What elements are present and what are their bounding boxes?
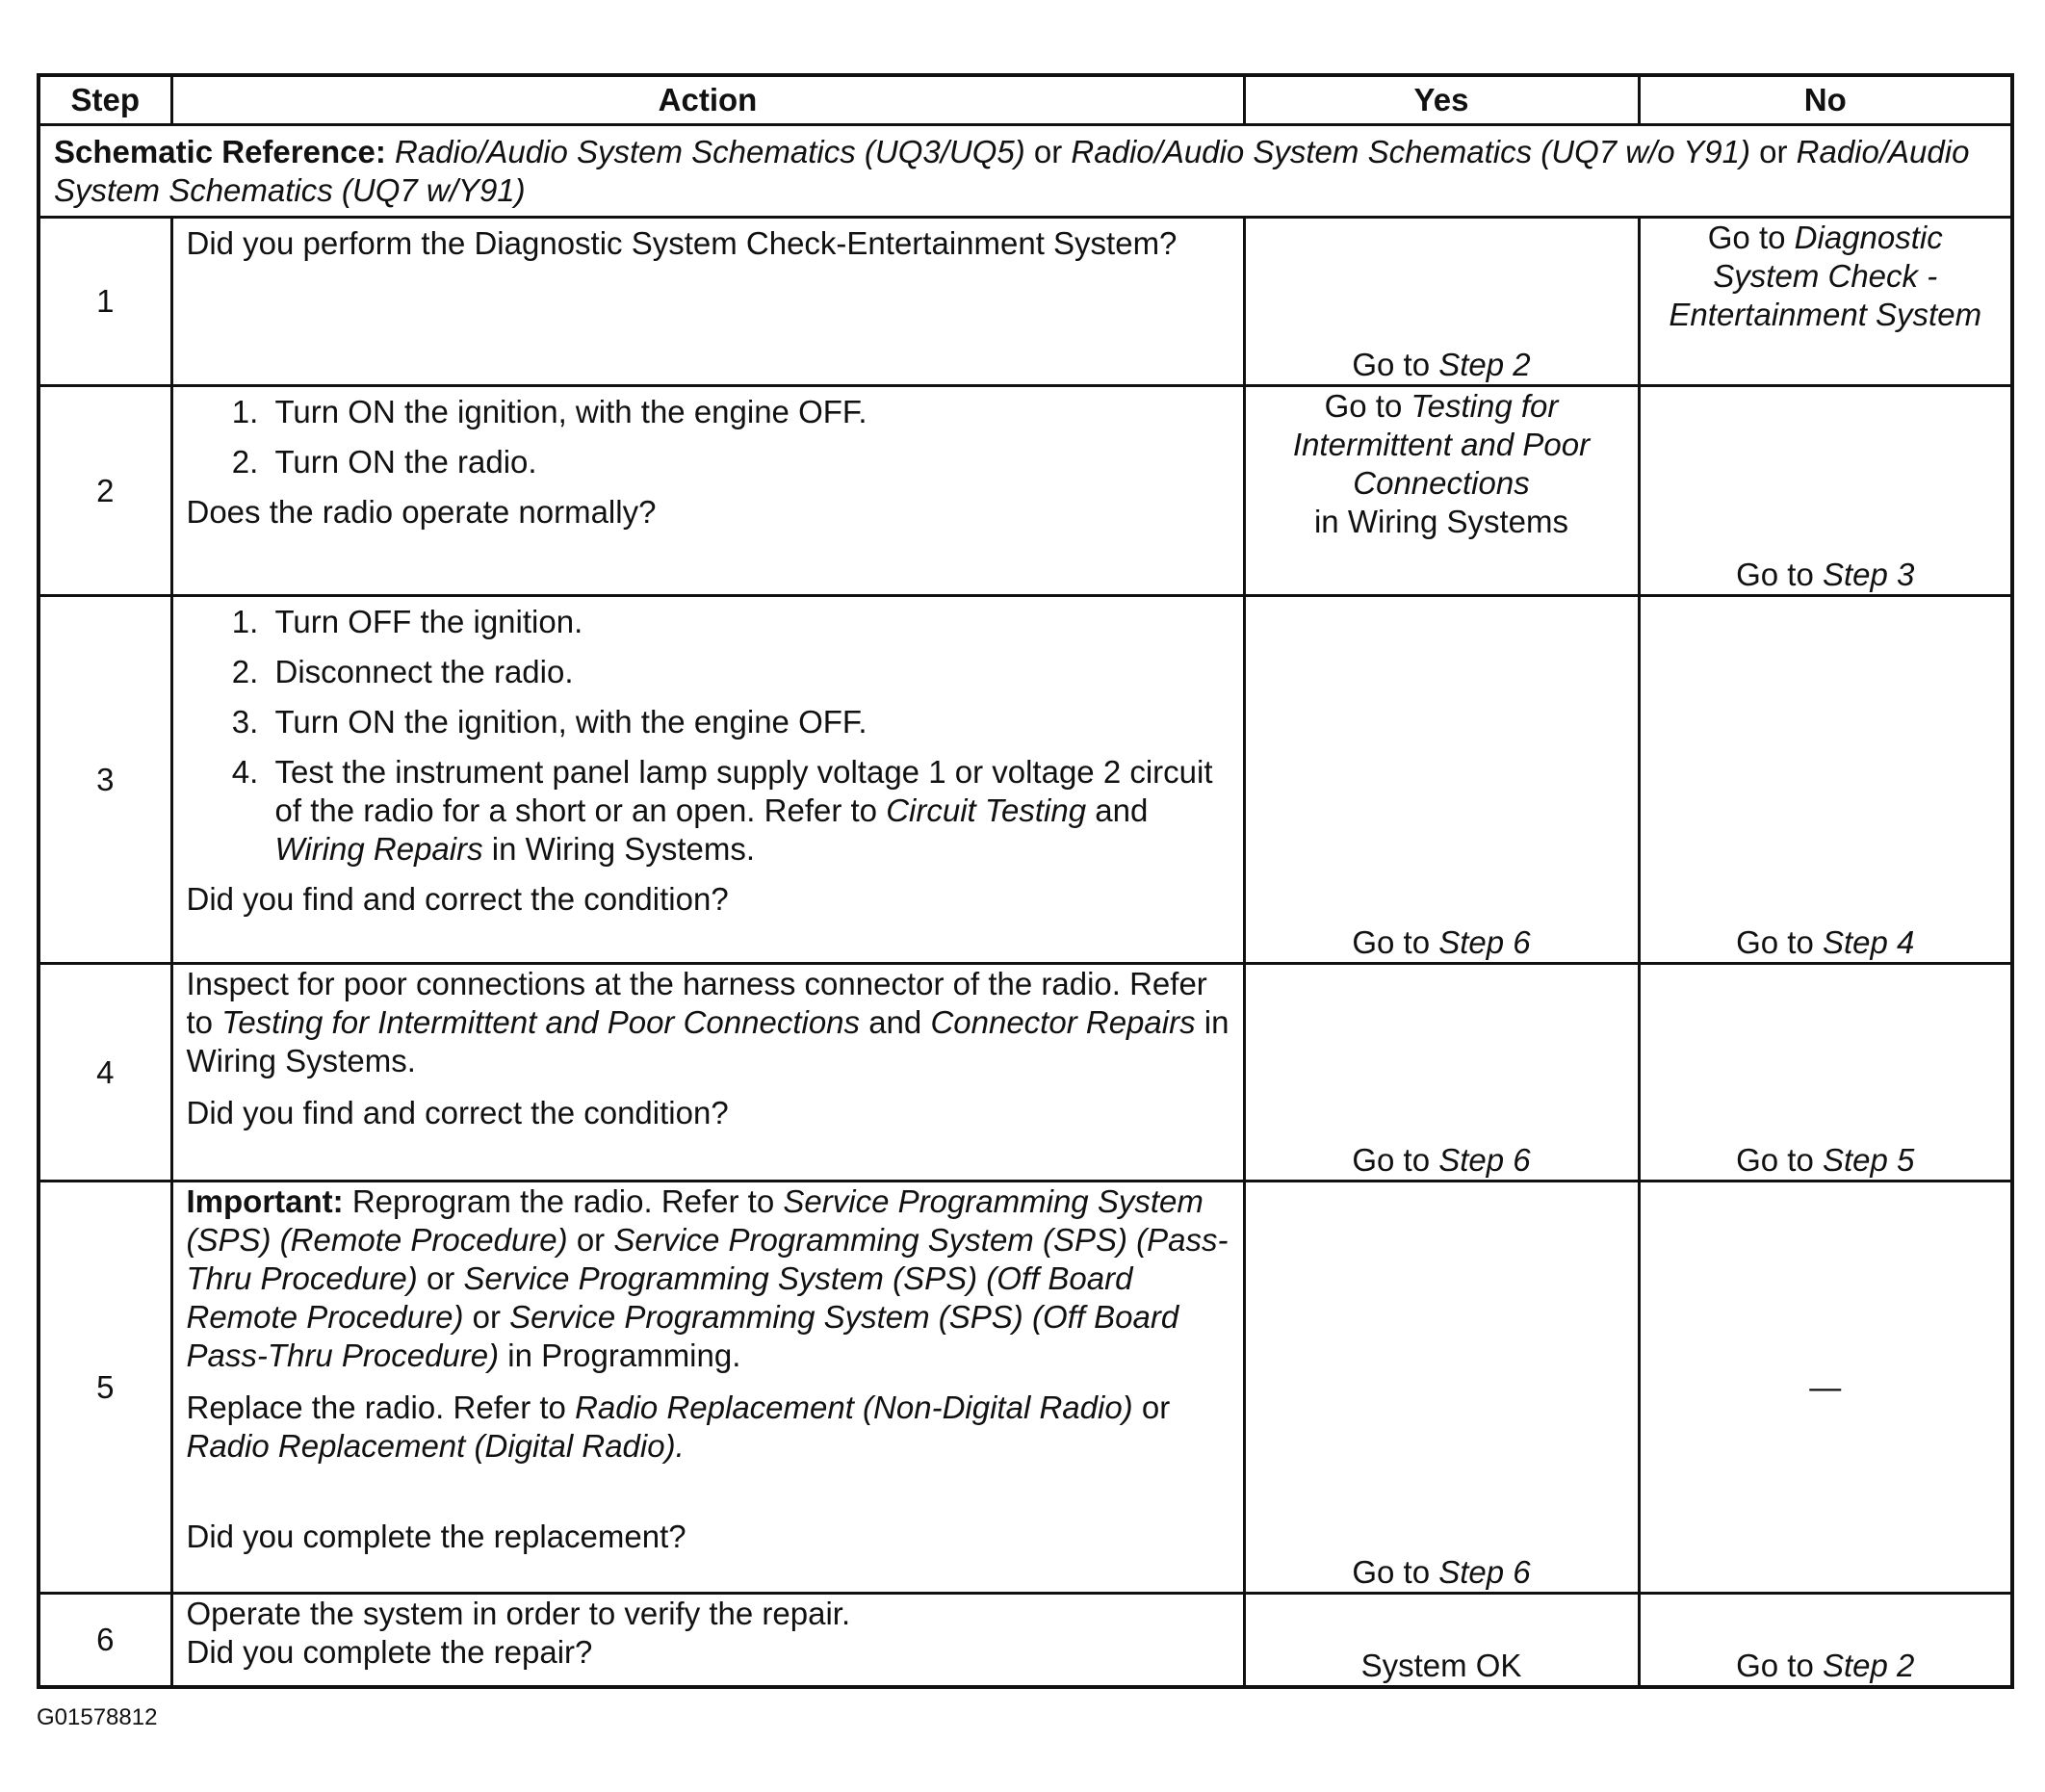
radio-replacement-nondigital-link[interactable]: Radio Replacement (Non-Digital Radio) xyxy=(575,1389,1133,1425)
no-link[interactable]: Step 2 xyxy=(1822,1647,1915,1683)
yes-link[interactable]: Step 6 xyxy=(1438,1554,1531,1590)
step-number: 5 xyxy=(39,1182,171,1594)
header-yes: Yes xyxy=(1244,75,1639,125)
no-cell: Go to Step 2 xyxy=(1639,1594,2012,1687)
schematic-link-2[interactable]: Radio/Audio System Schematics (UQ7 w/o Y91) xyxy=(1071,133,1750,169)
radio-replacement-digital-link[interactable]: Radio Replacement (Digital Radio). xyxy=(186,1428,685,1464)
action-cell: Did you perform the Diagnostic System Check-Entertainment System? xyxy=(171,218,1244,386)
yes-cell: Go to Step 6 xyxy=(1244,964,1639,1182)
yes-cell: Go to Step 6 xyxy=(1244,1182,1639,1594)
no-cell: Go to Step 5 xyxy=(1639,964,2012,1182)
step-number: 6 xyxy=(39,1594,171,1687)
schematic-reference: Schematic Reference: Radio/Audio System Schematics (UQ3/UQ5) or Radio/Audio System Schematics (UQ7 w/o Y91) or Radio/Audio System Schematics (UQ7 w/Y91) xyxy=(39,125,2012,218)
yes-cell: System OK xyxy=(1244,1594,1639,1687)
no-cell: Go to Step 3 xyxy=(1639,386,2012,596)
yes-cell: Go to Step 6 xyxy=(1244,596,1639,964)
action-cell: 1. Turn OFF the ignition. 2. Disconnect the radio. 3. Turn ON the ignition, with the engine OFF. 4. Test the instrument panel lamp supply voltage 1 or voltage 2 circuit of the radio for a short or an open. Refer to Circuit Testing and Wiring Repairs in Wiring Systems. Did you find and correct the condition? xyxy=(171,596,1244,964)
schematic-link-3[interactable]: Radio/Audio System Schematics (UQ7 w/Y91) xyxy=(54,133,1970,208)
step-number: 2 xyxy=(39,386,171,596)
diagnostic-table xyxy=(37,73,2014,1689)
sps-offboard-passthru-link[interactable]: Service Programming System (SPS) (Off Board Pass-Thru Procedure) xyxy=(186,1299,1179,1373)
yes-link[interactable]: Step 6 xyxy=(1438,924,1531,960)
action-list: 1. Turn OFF the ignition. 2. Disconnect the radio. 3. Turn ON the ignition, with the engine OFF. 4. Test the instrument panel lamp supply voltage 1 or voltage 2 circuit of the radio for a short or an open. Refer to Circuit Testing and Wiring Repairs in Wiring Systems. xyxy=(187,603,1230,869)
no-link[interactable]: Step 3 xyxy=(1822,557,1915,592)
schematic-row xyxy=(39,125,2012,218)
action-cell: Inspect for poor connections at the harness connector of the radio. Refer to Testing for Intermittent and Poor Connections and Connector Repairs in Wiring Systems. Did you find and correct the condition? xyxy=(171,964,1244,1182)
action-cell: 1. Turn ON the ignition, with the engine OFF. 2. Turn ON the radio. Does the radio operate normally? xyxy=(171,386,1244,596)
sps-passthru-link[interactable]: Service Programming System (SPS) (Pass-Thru Procedure) xyxy=(186,1222,1229,1296)
circuit-testing-link[interactable]: Circuit Testing xyxy=(886,792,1087,828)
schematic-link-1[interactable]: Radio/Audio System Schematics (UQ3/UQ5) xyxy=(395,133,1025,169)
no-link[interactable]: Step 4 xyxy=(1822,924,1915,960)
yes-cell: Go to Testing for Intermittent and Poor Connections in Wiring Systems xyxy=(1244,386,1639,596)
table-row xyxy=(39,1594,2012,1687)
table-row xyxy=(39,964,2012,1182)
step-number: 4 xyxy=(39,964,171,1182)
sps-offboard-remote-link[interactable]: Service Programming System (SPS) (Off Board Remote Procedure) xyxy=(186,1260,1133,1335)
action-list: 1. Turn ON the ignition, with the engine OFF. 2. Turn ON the radio. xyxy=(187,393,1230,481)
no-cell: Go to Diagnostic System Check - Entertainment System xyxy=(1639,218,2012,386)
figure-id: G01578812 xyxy=(37,1704,158,1730)
no-link[interactable]: Diagnostic System Check - Entertainment System xyxy=(1669,220,1982,332)
header-row xyxy=(39,75,2012,125)
header-no: No xyxy=(1639,75,2012,125)
no-cell: Go to Step 4 xyxy=(1639,596,2012,964)
table-row xyxy=(39,596,2012,964)
yes-link[interactable]: Step 6 xyxy=(1438,1142,1531,1178)
sps-remote-link[interactable]: Service Programming System (SPS) (Remote Procedure) xyxy=(186,1183,1204,1258)
step-number: 3 xyxy=(39,596,171,964)
testing-intermittent-link[interactable]: Testing for Intermittent and Poor Connections xyxy=(221,1004,861,1040)
action-cell: Operate the system in order to verify the repair. Did you complete the repair? xyxy=(171,1594,1244,1687)
important-label: Important: xyxy=(186,1183,344,1219)
yes-link[interactable]: Step 2 xyxy=(1438,347,1531,382)
table-row xyxy=(39,218,2012,386)
connector-repairs-link[interactable]: Connector Repairs xyxy=(930,1004,1196,1040)
schematic-label: Schematic Reference: xyxy=(54,133,386,169)
header-step: Step xyxy=(39,75,171,125)
wiring-repairs-link[interactable]: Wiring Repairs xyxy=(274,831,483,867)
no-dash: — xyxy=(1809,1368,1842,1405)
no-link[interactable]: Step 5 xyxy=(1822,1142,1915,1178)
yes-cell: Go to Step 2 xyxy=(1244,218,1639,386)
yes-link[interactable]: Testing for Intermittent and Poor Connections xyxy=(1292,388,1591,501)
step-number: 1 xyxy=(39,218,171,386)
header-action: Action xyxy=(171,75,1244,125)
no-cell xyxy=(1639,1182,2012,1594)
table-row xyxy=(39,386,2012,596)
action-cell: Important: Reprogram the radio. Refer to Service Programming System (SPS) (Remote Procedure) or Service Programming System (SPS) (Pass-Thru Procedure) or Service Programming System (SPS) (Off Board Remote Procedure) or Service Programming System (SPS) (Off Board Pass-Thru Procedure) in Programming. Replace the radio. Refer to Radio Replacement (Non-Digital Radio) or Radio Replacement (Digital Radio). Did you complete the replacement? xyxy=(171,1182,1244,1594)
table-row xyxy=(39,1182,2012,1594)
